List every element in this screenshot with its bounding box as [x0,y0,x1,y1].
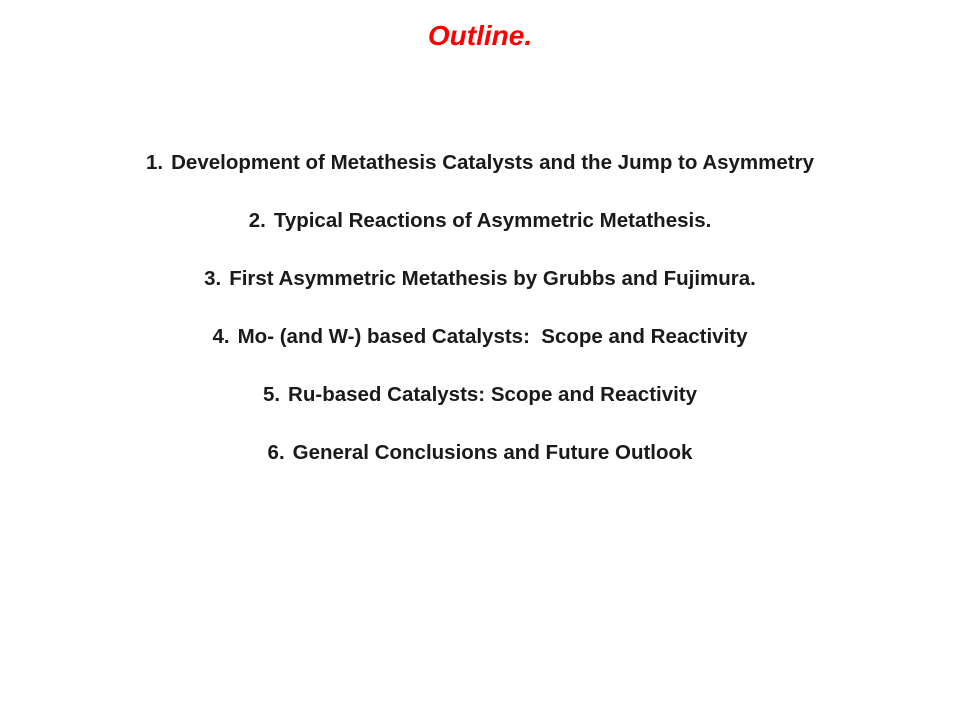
outline-item-4 [0,318,960,376]
outline-item-text: Development of Metathesis Catalysts and the Jump to Asymmetry [171,151,814,174]
outline-item-text: Ru-based Catalysts: Scope and Reactivity [288,383,698,406]
outline-list [0,144,960,492]
outline-item-text: First Asymmetric Metathesis by Grubbs and Fujimura. [229,267,756,290]
outline-item-text: Typical Reactions of Asymmetric Metathesis. [273,209,712,232]
outline-item-2 [0,202,960,260]
outline-item-3 [0,260,960,318]
outline-item-number: 3. [204,267,222,290]
outline-item-number: 1. [146,151,164,174]
outline-item-text: Mo- (and W-) based Catalysts: Scope and Reactivity [237,325,748,348]
outline-item-5 [0,376,960,434]
outline-item-text: General Conclusions and Future Outlook [292,441,693,464]
outline-item-1 [0,144,960,202]
outline-item-6 [0,434,960,492]
outline-item-number: 2. [248,209,266,232]
outline-item-number: 4. [212,325,230,348]
outline-item-number: 5. [262,383,281,406]
slide-title: Outline. [427,20,533,51]
outline-item-number: 6. [267,441,285,464]
